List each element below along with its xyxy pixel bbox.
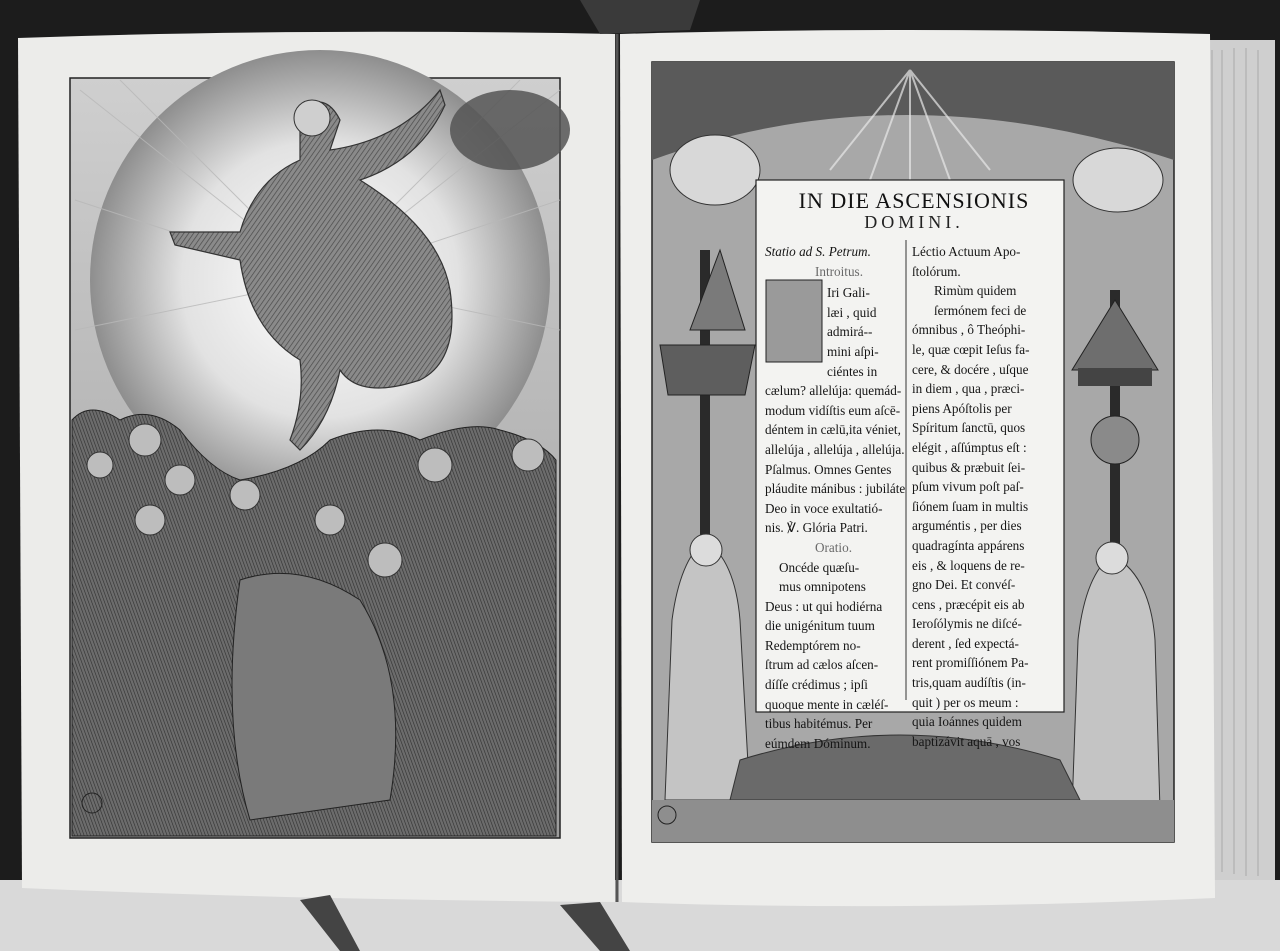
heading-subtitle: DOMINI. [864, 212, 964, 232]
oratio-line: Deus : ut qui hodiérna [765, 598, 883, 614]
lectio-line: Spíritum ſanctū, quos [912, 420, 1026, 436]
introit-line: ciéntes in [827, 363, 878, 379]
lectio-line: rent promiſſiónem Pa- [912, 655, 1029, 671]
oratio-text [765, 558, 905, 754]
lectio-line: ſermónem feci de [934, 302, 1027, 318]
introit-line: admirá-- [827, 324, 873, 340]
lectio-heading [912, 242, 1062, 281]
introit-text [765, 283, 905, 538]
introit-line: allelúja , allelúja , allelúja. [765, 441, 905, 457]
lectio-line: eis , & loquens de re- [912, 557, 1025, 573]
lectio-heading-line: Léctio Actuum Apo- [912, 244, 1021, 259]
lectio-line: derent , ſed expectá- [912, 635, 1019, 651]
introit-line: mini aſpi- [827, 343, 879, 359]
lectio-line: gno Dei. Et convéſ- [912, 577, 1016, 593]
lectio-line: cere, & docére , uſque [912, 361, 1029, 377]
oratio-line: eúmdem Dóminum. [765, 735, 871, 751]
station-line: Statio ad S. Petrum. [765, 244, 871, 259]
oratio-line: die unigénitum tuum [765, 618, 875, 634]
oratio-line: quoque mente in cæléſ- [765, 696, 889, 712]
ascension-engraving [70, 50, 570, 838]
lectio-line: ſiónem ſuam in multis [912, 498, 1029, 514]
lectio-line: quibus & præbuit ſei- [912, 459, 1026, 475]
introit-line: nis. ℣. Glória Patri. [765, 520, 868, 536]
introit-line: Deo in voce exultatió- [765, 500, 883, 516]
lectio-line: in diem , qua , præci- [912, 381, 1025, 397]
heading-title: IN DIE ASCENSIONIS [798, 188, 1030, 213]
lectio-line: Ieroſólymis ne diſcé- [912, 616, 1022, 632]
left-text-column [765, 242, 905, 753]
lectio-line: quia Ioánnes quidem [912, 714, 1022, 730]
introit-line: pláudite mánibus : jubiláte [765, 481, 906, 497]
lectio-line: elégit , aſſúmptus eſt : [912, 439, 1027, 455]
lectio-line: arguméntis , per dies [912, 518, 1022, 534]
cherub-right [1073, 148, 1163, 212]
lectio-line: le, quæ cœpit Ieſus fa- [912, 341, 1030, 357]
oratio-line: mus omnipotens [779, 579, 866, 595]
introit-line: déntem in cælū,ita véniet, [765, 422, 901, 438]
introit-line: Pſalmus. Omnes Gentes [765, 461, 892, 477]
lectio-heading-line: ſtolórum. [912, 263, 961, 279]
lectio-line: piens Apóſtolis per [912, 400, 1012, 416]
introit-line: modum vidíſtis eum aſcē- [765, 402, 901, 418]
oratio-line: Redemptórem no- [765, 637, 861, 653]
oratio-line: Oncéde quæſu- [779, 559, 860, 575]
lectio-line: tris,quam audíſtis (in- [912, 675, 1026, 691]
lectio-text [912, 281, 1062, 751]
page-edges [1205, 40, 1275, 880]
introit-line: Iri Gali- [827, 285, 870, 301]
ship-emblem [660, 345, 755, 395]
lectio-line: baptizávit aquā , vos [912, 733, 1021, 749]
lectio-line: cens , præcépit eis ab [912, 596, 1025, 612]
introit-heading: Introitus. [815, 263, 863, 279]
oratio-line: díſſe crédimus ; ipſi [765, 677, 868, 693]
lectio-line: Rimùm quidem [934, 283, 1017, 299]
lectio-line: pſum vivum poſt paſ- [912, 479, 1024, 495]
lectio-line: ómnibus , ô Theóphi- [912, 322, 1026, 338]
oratio-line: ſtrum ad cælos aſcen- [765, 657, 879, 673]
lectio-line: quadragínta appárens [912, 537, 1025, 553]
right-text-column [912, 242, 1062, 751]
introit-line: cælum? allelúja: quemád- [765, 383, 902, 399]
oratio-line: tibus habitémus. Per [765, 716, 873, 732]
introit-line: læi , quid [827, 304, 877, 320]
oratio-heading: Oratio. [815, 539, 852, 555]
lectio-line: quit ) per os meum : [912, 694, 1019, 710]
cherub-left [670, 135, 760, 205]
crossed-keys-emblem [1091, 416, 1139, 464]
